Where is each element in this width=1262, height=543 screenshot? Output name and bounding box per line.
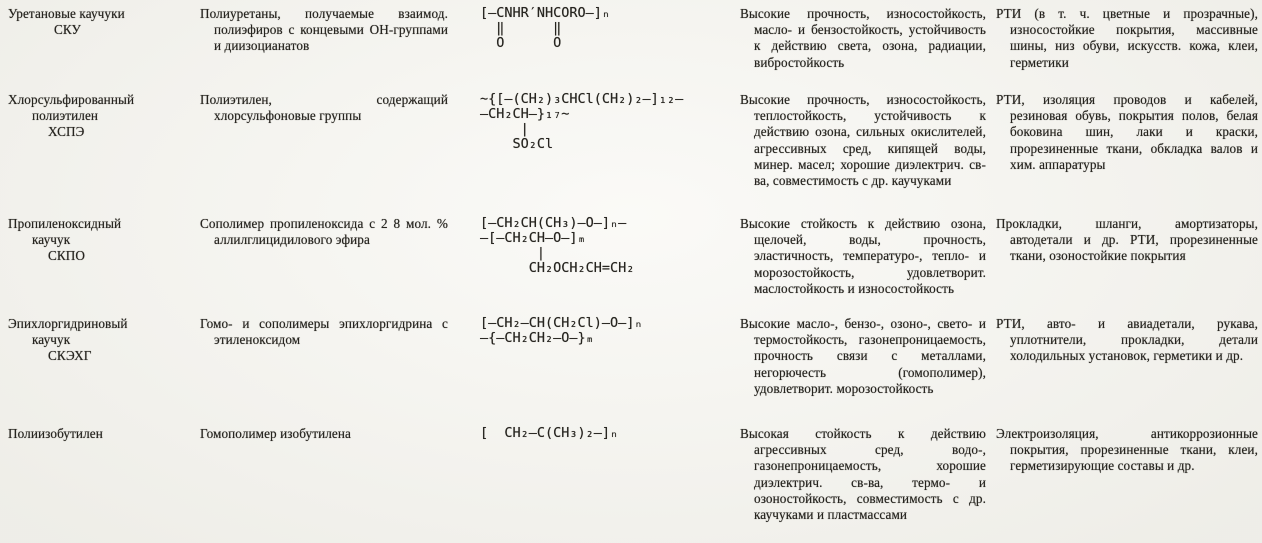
rubber-name-cell: Хлорсульфированный полиэтилен ХСПЭ: [8, 92, 135, 140]
formula-cell: ∼{[—(CH₂)₃CHCl(CH₂)₂—]₁₂— —CH₂CH—}₁₇∼ | SO₂Cl: [480, 91, 684, 152]
properties-cell: Высокие масло-, бензо-, озоно-, свето- и термостойкость, газонепроницаемость, прочность связи с металлами, негорючесть (гомополимер), удовлетворит. морозостойкость: [740, 316, 986, 396]
properties-cell: Высокая стойкость к действию агрессивных сред, водо-, газонепроницаемость, хорошие диэлектрич. св-ва, термо- и озоностойкость, совместимость с др. каучуками и пластмассами: [740, 426, 986, 523]
table-row: [8, 426, 1258, 523]
table-row: [8, 316, 1258, 397]
properties-cell: Высокие прочность, износостойкость, масло- и бензостойкость, устойчивость к действию света, озона, радиации, вибростойкость: [740, 6, 986, 70]
composition-cell: Сополимер пропиленоксида с 2 8 мол. % аллилглицидилового эфира: [200, 216, 448, 248]
rubber-name-cell: Полиизобутилен: [8, 426, 103, 441]
rubber-name-cell: Уретановые каучуки СКУ: [8, 6, 125, 38]
formula-cell: [—CNHR′NHCORO—]ₙ ‖ ‖ O O: [480, 5, 611, 51]
composition-cell: Гомополимер изобутилена: [200, 426, 351, 441]
composition-cell: Полиэтилен, содержащий хлорсульфоновые группы: [200, 92, 448, 124]
applications-cell: Электроизоляция, антикоррозионные покрытия, прорезиненные ткани, клеи, герметизирующие составы и др.: [996, 426, 1258, 474]
formula-cell: [—CH₂CH(CH₃)—O—]ₙ— —[—CH₂CH—O—]ₘ | CH₂OCH₂CH=CH₂: [480, 215, 635, 276]
applications-cell: РТИ (в т. ч. цветные и прозрачные), износостойкие покрытия, массивные шины, низ обуви, искусств. кожа, клеи, герметики: [996, 6, 1258, 70]
table-row: [8, 92, 1258, 189]
table-row: [8, 6, 1258, 71]
composition-cell: Полиуретаны, получаемые взаимод. полиэфиров с концевыми ОН-группами и диизоцианатов: [200, 6, 448, 54]
properties-cell: Высокие прочность, износостойкость, теплостойкость, устойчивость к действию озона, сильных окислителей, агрессивных сред, кипящей воды, минер. масел; хорошие диэлектрич. св-ва, совместимость с др. каучуками: [740, 92, 986, 189]
applications-cell: РТИ, авто- и авиадетали, рукава, уплотнители, прокладки, детали холодильных установок, герметики и др.: [996, 316, 1258, 364]
rubber-name-cell: Эпихлоргидриновый каучук СКЭХГ: [8, 316, 128, 364]
composition-cell: Гомо- и сополимеры эпихлоргидрина с этиленоксидом: [200, 316, 448, 348]
properties-cell: Высокие стойкость к действию озона, щелочей, воды, прочность, эластичность, температуро-, тепло- и морозостойкость, удовлетворит. маслостойкость и износостойкость: [740, 216, 986, 296]
applications-cell: Прокладки, шланги, амортизаторы, автодетали и др. РТИ, прорезиненные ткани, озоностойкие покрытия: [996, 216, 1258, 264]
formula-cell: [ CH₂—C(CH₃)₂—]ₙ: [480, 425, 619, 441]
rubber-name-cell: Пропиленоксидный каучук СКПО: [8, 216, 122, 264]
formula-cell: [—CH₂—CH(CH₂Cl)—O—]ₙ —{—CH₂CH₂—O—}ₘ: [480, 315, 643, 346]
table-row: [8, 216, 1258, 297]
applications-cell: РТИ, изоляция проводов и кабелей, резиновая обувь, покрытия полов, белая боковина шин, лаки и краски, прорезиненные ткани, обкладка валов и хим. аппаратуры: [996, 92, 1258, 172]
